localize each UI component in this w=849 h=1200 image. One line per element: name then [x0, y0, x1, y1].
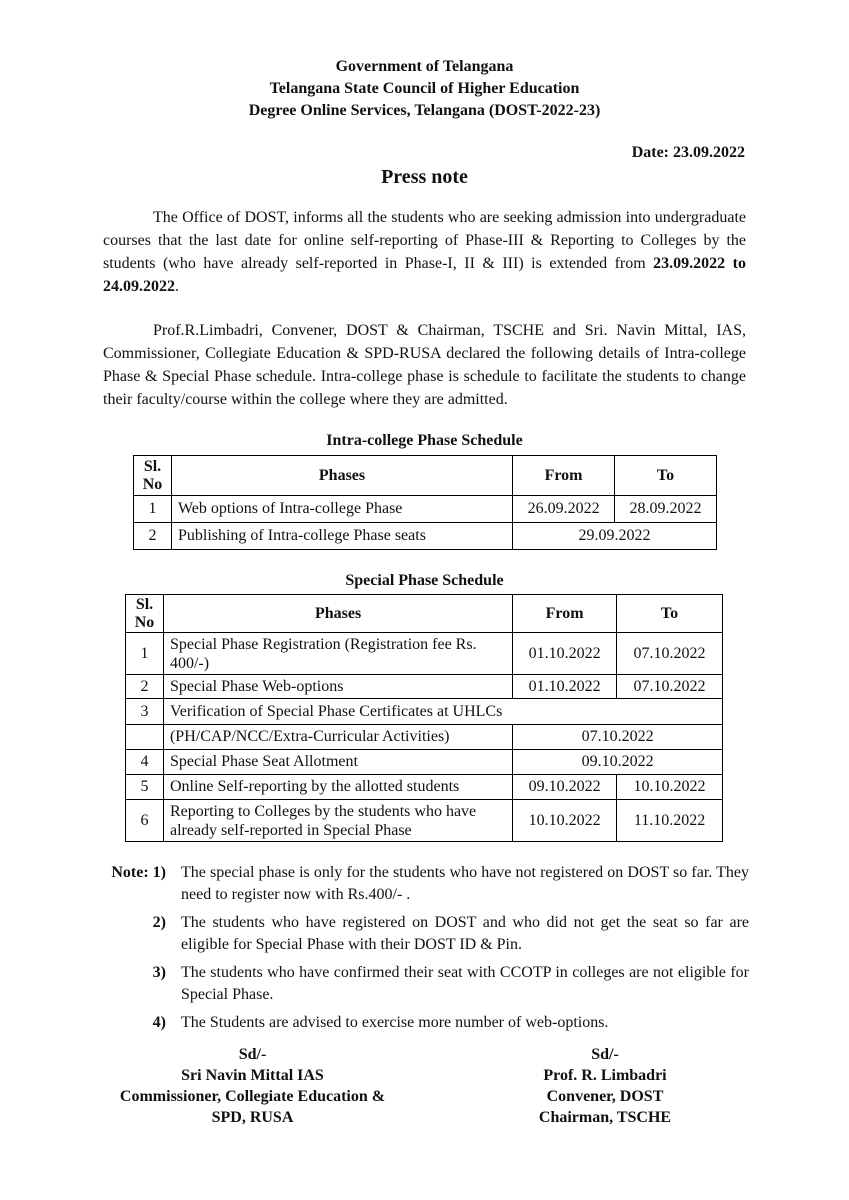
- note-text: The special phase is only for the students who have not registered on DOST so far. They need to register now with Rs.400/- .: [181, 864, 749, 903]
- row-date: 07.10.2022: [513, 725, 723, 750]
- table-row: [134, 496, 717, 523]
- row-to: 07.10.2022: [617, 675, 723, 699]
- row-phase: Web options of Intra-college Phase: [171, 496, 512, 523]
- paragraph-extension: [103, 206, 746, 298]
- header-line-1: Government of Telangana: [335, 58, 514, 75]
- note-text: The Students are advised to exercise more number of web-options.: [181, 1014, 609, 1031]
- row-slno: 1: [126, 633, 164, 675]
- note-number: Note: 1): [111, 864, 166, 881]
- table-row: [126, 633, 723, 675]
- row-phase: Special Phase Seat Allotment: [163, 750, 512, 775]
- row-slno: 5: [126, 775, 164, 800]
- table-header-row: [126, 595, 723, 633]
- note-number: 2): [152, 914, 166, 931]
- row-from: 10.10.2022: [513, 800, 617, 842]
- signatory-title: Commissioner, Collegiate Education &: [119, 1088, 386, 1105]
- table-row: [126, 800, 723, 842]
- table-row: [126, 775, 723, 800]
- note-text: The students who have registered on DOST and who did not get the seat so far are eligible for Special Phase with their DOST ID & Pin.: [181, 914, 749, 953]
- list-item: [103, 912, 749, 956]
- row-slno: 2: [126, 675, 164, 699]
- row-phase: (PH/CAP/NCC/Extra-Curricular Activities): [163, 725, 512, 750]
- row-phase: Verification of Special Phase Certificates at UHLCs: [163, 699, 722, 725]
- row-slno: 6: [126, 800, 164, 842]
- signature-sd: Sd/-: [591, 1046, 619, 1063]
- signatory-name: Prof. R. Limbadri: [543, 1067, 667, 1084]
- list-item: [103, 1012, 749, 1034]
- note-number: 3): [152, 964, 166, 981]
- row-slno: [126, 725, 164, 750]
- row-to: 10.10.2022: [617, 775, 723, 800]
- note-text: The students who have confirmed their seat with CCOTP in colleges are not eligible for Special Phase.: [181, 964, 749, 1003]
- signature-left: [100, 1044, 405, 1128]
- row-slno: 4: [126, 750, 164, 775]
- table-row: [126, 750, 723, 775]
- row-phase: Reporting to Colleges by the students who have already self-reported in Special Phase: [163, 800, 512, 842]
- signature-right: [500, 1044, 710, 1128]
- row-from: 01.10.2022: [513, 633, 617, 675]
- header-slno: Sl. No: [126, 595, 164, 633]
- row-phase: Publishing of Intra-college Phase seats: [171, 523, 512, 550]
- note-number: 4): [152, 1014, 166, 1031]
- header-phases: Phases: [163, 595, 512, 633]
- table-header-row: [134, 456, 717, 496]
- row-date: 09.10.2022: [513, 750, 723, 775]
- header-to: To: [615, 456, 717, 496]
- header-line-3: Degree Online Services, Telangana (DOST-2022-23): [248, 102, 601, 119]
- signatory-title: Chairman, TSCHE: [538, 1109, 672, 1126]
- paragraph-schedule-intro: Prof.R.Limbadri, Convener, DOST & Chairman, TSCHE and Sri. Navin Mittal, IAS, Commissioner, Collegiate Education & SPD-RUSA declared the following details of Intra-college Phase & Special Phase schedule. Intra-college phase is schedule to facilitate the students to change their faculty/course within the college where they are admitted.: [103, 322, 746, 408]
- press-note-date: Date: 23.09.2022: [631, 144, 745, 161]
- row-slno: 3: [126, 699, 164, 725]
- table-row: [126, 675, 723, 699]
- signatory-title: SPD, RUSA: [211, 1109, 294, 1126]
- special-phase-caption: Special Phase Schedule: [345, 572, 504, 589]
- header-slno: Sl. No: [134, 456, 172, 496]
- row-to: 28.09.2022: [615, 496, 717, 523]
- signatory-title: Convener, DOST: [546, 1088, 664, 1105]
- row-from: 09.10.2022: [513, 775, 617, 800]
- row-slno: 2: [134, 523, 172, 550]
- header-to: To: [617, 595, 723, 633]
- header-from: From: [513, 595, 617, 633]
- intra-college-schedule-table: [133, 455, 717, 550]
- extended-dates: 23.09.2022 to 24.09.2022: [103, 255, 746, 295]
- row-from: 26.09.2022: [513, 496, 615, 523]
- letterhead: [0, 56, 849, 122]
- signatory-name: Sri Navin Mittal IAS: [181, 1067, 324, 1084]
- header-line-2: Telangana State Council of Higher Education: [269, 80, 580, 97]
- table-row: [126, 725, 723, 750]
- row-slno: 1: [134, 496, 172, 523]
- row-phase: Special Phase Registration (Registration fee Rs. 400/-): [163, 633, 512, 675]
- paragraph-extension-text: The Office of DOST, informs all the students who are seeking admission into undergraduate courses that the last date for online self-reporting of Phase-III & Reporting to Colleges by the students (who have already self-reported in Phase-I, II & III) is extended from: [103, 209, 746, 272]
- table-row: [126, 699, 723, 725]
- signature-sd: Sd/-: [238, 1046, 267, 1063]
- list-item: [103, 862, 749, 906]
- table-row: [134, 523, 717, 550]
- intra-college-caption: Intra-college Phase Schedule: [326, 432, 523, 449]
- row-date: 29.09.2022: [513, 523, 717, 550]
- row-to: 07.10.2022: [617, 633, 723, 675]
- row-from: 01.10.2022: [513, 675, 617, 699]
- row-phase: Online Self-reporting by the allotted students: [163, 775, 512, 800]
- notes-list: [103, 862, 749, 1040]
- header-from: From: [513, 456, 615, 496]
- special-phase-schedule-table: [125, 594, 723, 842]
- paragraph-extension-end: .: [175, 278, 179, 295]
- press-note-title: Press note: [381, 166, 468, 188]
- list-item: [103, 962, 749, 1006]
- row-to: 11.10.2022: [617, 800, 723, 842]
- header-phases: Phases: [171, 456, 512, 496]
- row-phase: Special Phase Web-options: [163, 675, 512, 699]
